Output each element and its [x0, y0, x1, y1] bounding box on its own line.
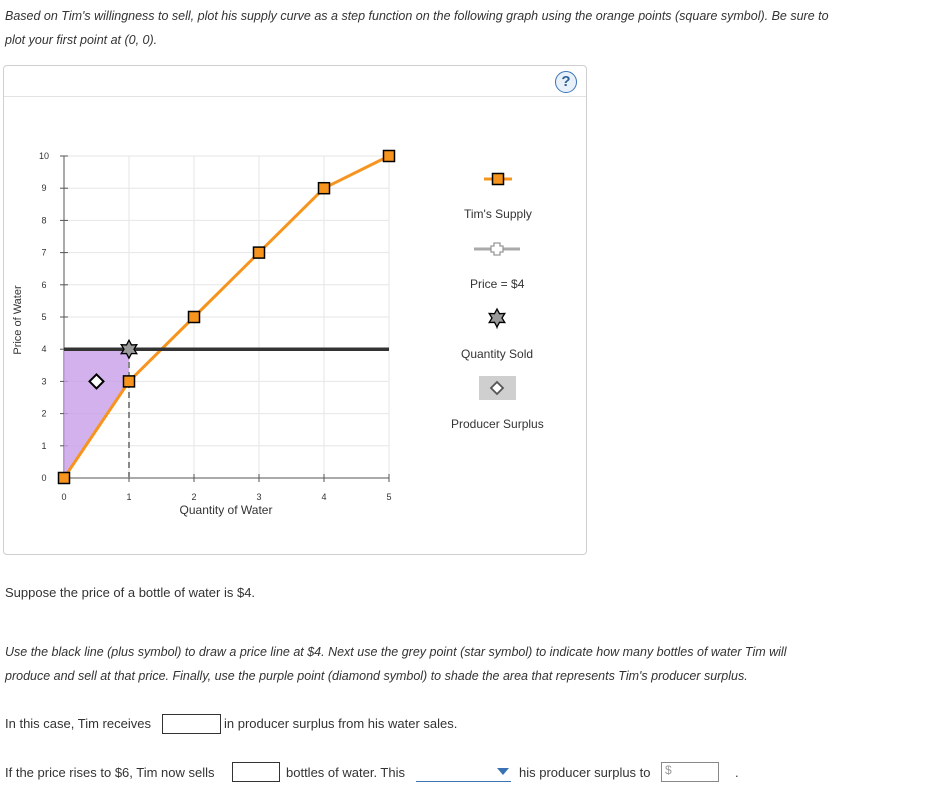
instructions2-line-1: Use the black line (plus symbol) to draw a price line at $4. Next use the grey point (star symbol) to indicate how many bottles of water Tim will [5, 645, 787, 659]
q2-prefix: If the price rises to $6, Tim now sells [5, 765, 215, 780]
supply-point-4 [319, 183, 330, 194]
x-tick-label-0: 0 [61, 492, 67, 502]
instructions2-line-2: produce and sell at that price. Finally, use the purple point (diamond symbol) to shade the area that represents Tim's producer surplus. [5, 669, 748, 683]
x-tick-label-5: 5 [386, 492, 392, 502]
q1-prefix: In this case, Tim receives [5, 716, 151, 731]
supply-point-1 [124, 376, 135, 387]
instructions-line-2: plot your first point at (0, 0). [5, 33, 158, 47]
y-tick-label-0: 0 [41, 473, 47, 483]
x-axis-label: Quantity of Water [179, 503, 273, 517]
dollar-sign: $ [665, 763, 672, 777]
tick-labels [39, 151, 392, 502]
gridlines [64, 156, 389, 478]
y-tick-label-4: 4 [41, 344, 47, 355]
y-tick-label-9: 9 [41, 183, 47, 194]
supply-point-0 [59, 473, 70, 484]
legend-label-supply: Tim's Supply [464, 207, 532, 221]
help-icon[interactable]: ? [555, 71, 577, 93]
supply-point-2 [189, 312, 200, 323]
new-surplus-input[interactable] [661, 762, 719, 782]
legend-label-surplus: Producer Surplus [451, 417, 544, 431]
x-tick-label-4: 4 [321, 492, 327, 502]
q2-after-dropdown: his producer surplus to [519, 765, 651, 780]
y-tick-label-7: 7 [41, 247, 47, 258]
q2-period: . [735, 765, 739, 780]
q1-suffix: in producer surplus from his water sales. [224, 716, 458, 731]
y-axis-label: Price of Water [12, 285, 24, 355]
x-tick-label-2: 2 [191, 492, 197, 502]
y-tick-label-1: 1 [41, 440, 47, 451]
legend-label-price: Price = $4 [470, 277, 525, 291]
price-statement: Suppose the price of a bottle of water is $4. [5, 585, 256, 600]
producer-surplus-input[interactable] [162, 714, 221, 734]
legend-quantity-star-icon [489, 309, 505, 327]
axes [60, 156, 389, 482]
bottles-sold-input[interactable] [232, 762, 280, 782]
y-tick-label-2: 2 [41, 408, 47, 419]
legend-label-quantity: Quantity Sold [461, 347, 534, 361]
change-dropdown[interactable] [416, 763, 511, 782]
y-tick-label-8: 8 [41, 215, 47, 226]
y-tick-label-3: 3 [41, 376, 47, 387]
x-tick-label-1: 1 [126, 492, 132, 502]
supply-point-3 [254, 247, 265, 258]
x-tick-label-3: 3 [256, 492, 262, 502]
y-tick-label-6: 6 [41, 279, 47, 290]
y-tick-label-10: 10 [38, 151, 50, 161]
q2-middle: bottles of water. This [286, 765, 405, 780]
chevron-down-icon [497, 768, 509, 775]
legend-supply-square-icon [493, 174, 504, 185]
y-tick-label-5: 5 [41, 312, 47, 322]
instructions-line-1: Based on Tim's willingness to sell, plot his supply curve as a step function on the following graph using the orange points (square symbol). Be sure to [5, 9, 829, 23]
legend-price-plus-icon [491, 243, 503, 255]
supply-point-5 [384, 151, 395, 162]
